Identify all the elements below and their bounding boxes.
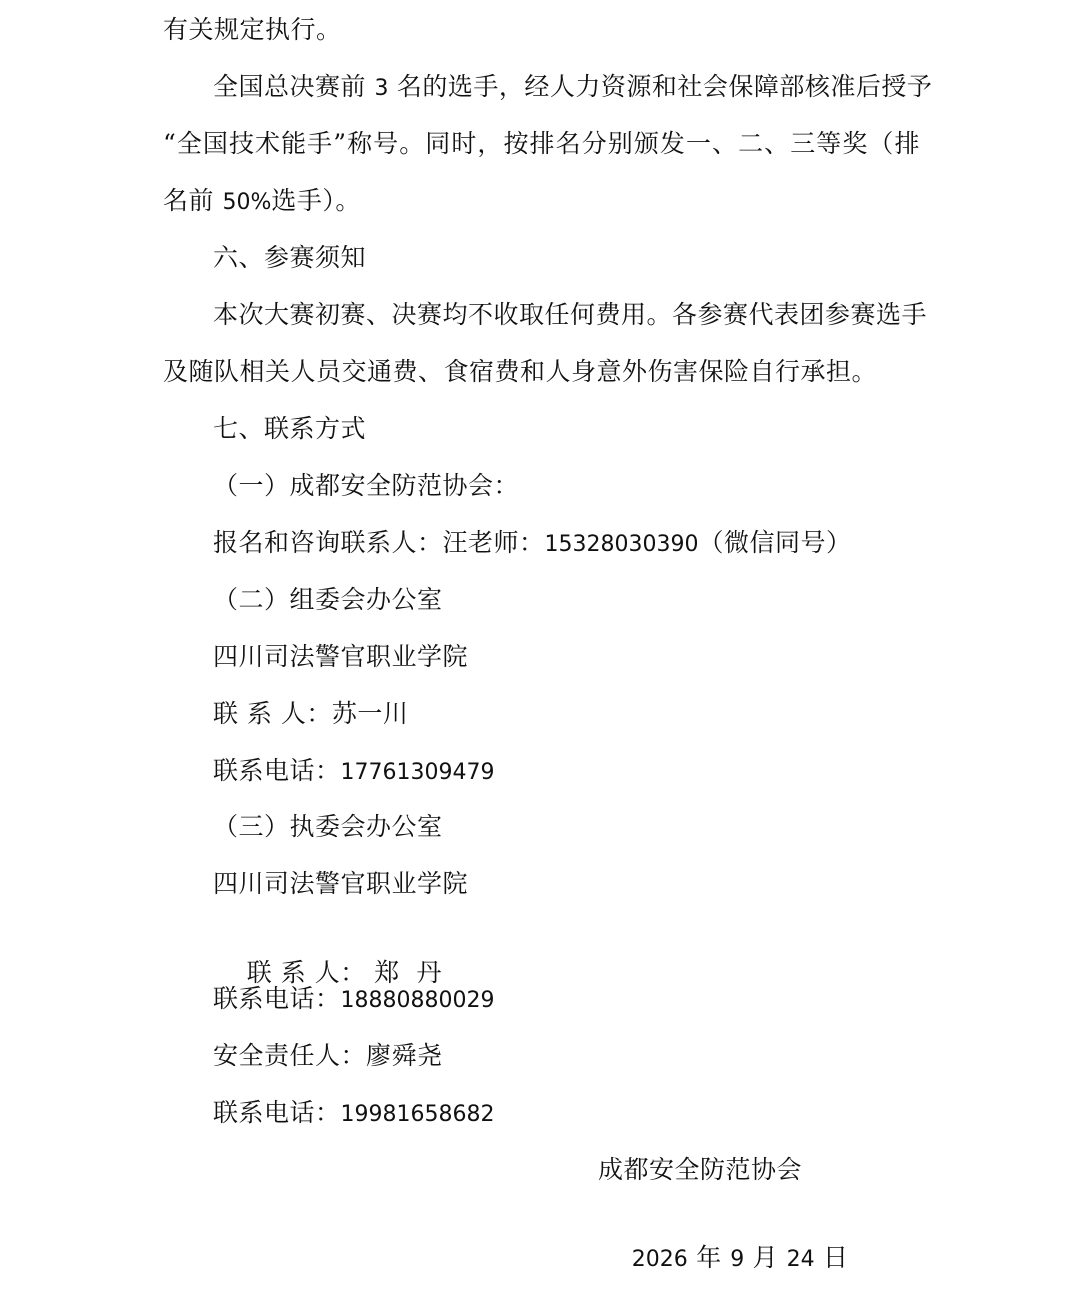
section-heading-7: 七、联系方式 xyxy=(213,414,367,443)
fee-paragraph-line-2: 及随队相关人员交通费、食宿费和人身意外伤害保险自行承担。 xyxy=(163,357,878,386)
section-heading-6: 六、参赛须知 xyxy=(213,243,367,272)
date-day: 24 xyxy=(786,1247,815,1272)
contact-note: （微信同号） xyxy=(698,528,852,557)
percent-number: 50% xyxy=(222,190,272,215)
contact-label: 联系电话： xyxy=(213,756,341,785)
award-paragraph-line-2 xyxy=(163,128,920,160)
contact-label: 联 系 人： xyxy=(246,958,366,987)
signature-date xyxy=(598,1210,849,1308)
contact1-heading: （一）成都安全防范协会： xyxy=(213,471,520,500)
contact-label: 联 系 人： xyxy=(213,699,332,728)
paragraph-text: “全国技术能手”称号。同时，按排名分别颁发一、二、三等奖（排 xyxy=(163,129,920,158)
date-unit: 月 xyxy=(744,1243,787,1272)
date-month: 9 xyxy=(730,1247,745,1272)
phone-number: 17761309479 xyxy=(340,760,495,785)
contact3-phone xyxy=(213,983,494,1017)
phone-number: 18880880029 xyxy=(340,988,495,1013)
contact3-heading: （三）执委会办公室 xyxy=(213,812,443,841)
paragraph-text: 有关规定执行。 xyxy=(163,15,342,44)
contact2-phone xyxy=(213,755,494,789)
signature-org: 成都安全防范协会 xyxy=(598,1155,803,1184)
contact-label: 联系电话： xyxy=(213,984,341,1013)
award-paragraph-line-3 xyxy=(163,185,361,219)
paragraph-continuation xyxy=(163,14,342,46)
contact1-line xyxy=(213,527,852,561)
rank-number: 3 xyxy=(374,76,389,101)
contact-label: 报名和咨询联系人：汪老师： xyxy=(213,528,545,557)
fee-paragraph-line-1: 本次大赛初赛、决赛均不收取任何费用。各参赛代表团参赛选手 xyxy=(213,300,928,329)
contact-label: 联系电话： xyxy=(213,1098,341,1127)
safety-person xyxy=(213,1040,443,1072)
contact3-org: 四川司法警官职业学院 xyxy=(213,869,469,898)
contact-name: 廖舜尧 xyxy=(366,1041,443,1070)
date-year: 2026 xyxy=(631,1247,688,1272)
contact2-org: 四川司法警官职业学院 xyxy=(213,642,469,671)
paragraph-text: 名前 xyxy=(163,186,223,215)
contact2-person xyxy=(213,698,408,730)
date-unit: 年 xyxy=(687,1243,731,1272)
safety-phone xyxy=(213,1097,494,1131)
contact-label: 安全责任人： xyxy=(213,1041,367,1070)
contact-name: 郑 丹 xyxy=(365,958,443,987)
contact-name: 苏一川 xyxy=(331,699,409,728)
contact2-heading: （二）组委会办公室 xyxy=(213,585,443,614)
award-paragraph-line-1 xyxy=(213,71,932,105)
date-unit: 日 xyxy=(814,1243,849,1272)
phone-number: 19981658682 xyxy=(340,1102,495,1127)
paragraph-text: 选手）。 xyxy=(271,186,361,215)
paragraph-text: 名的选手，经人力资源和社会保障部核准后授予 xyxy=(388,72,933,101)
phone-number: 15328030390 xyxy=(544,532,699,557)
paragraph-text: 全国总决赛前 xyxy=(213,72,375,101)
